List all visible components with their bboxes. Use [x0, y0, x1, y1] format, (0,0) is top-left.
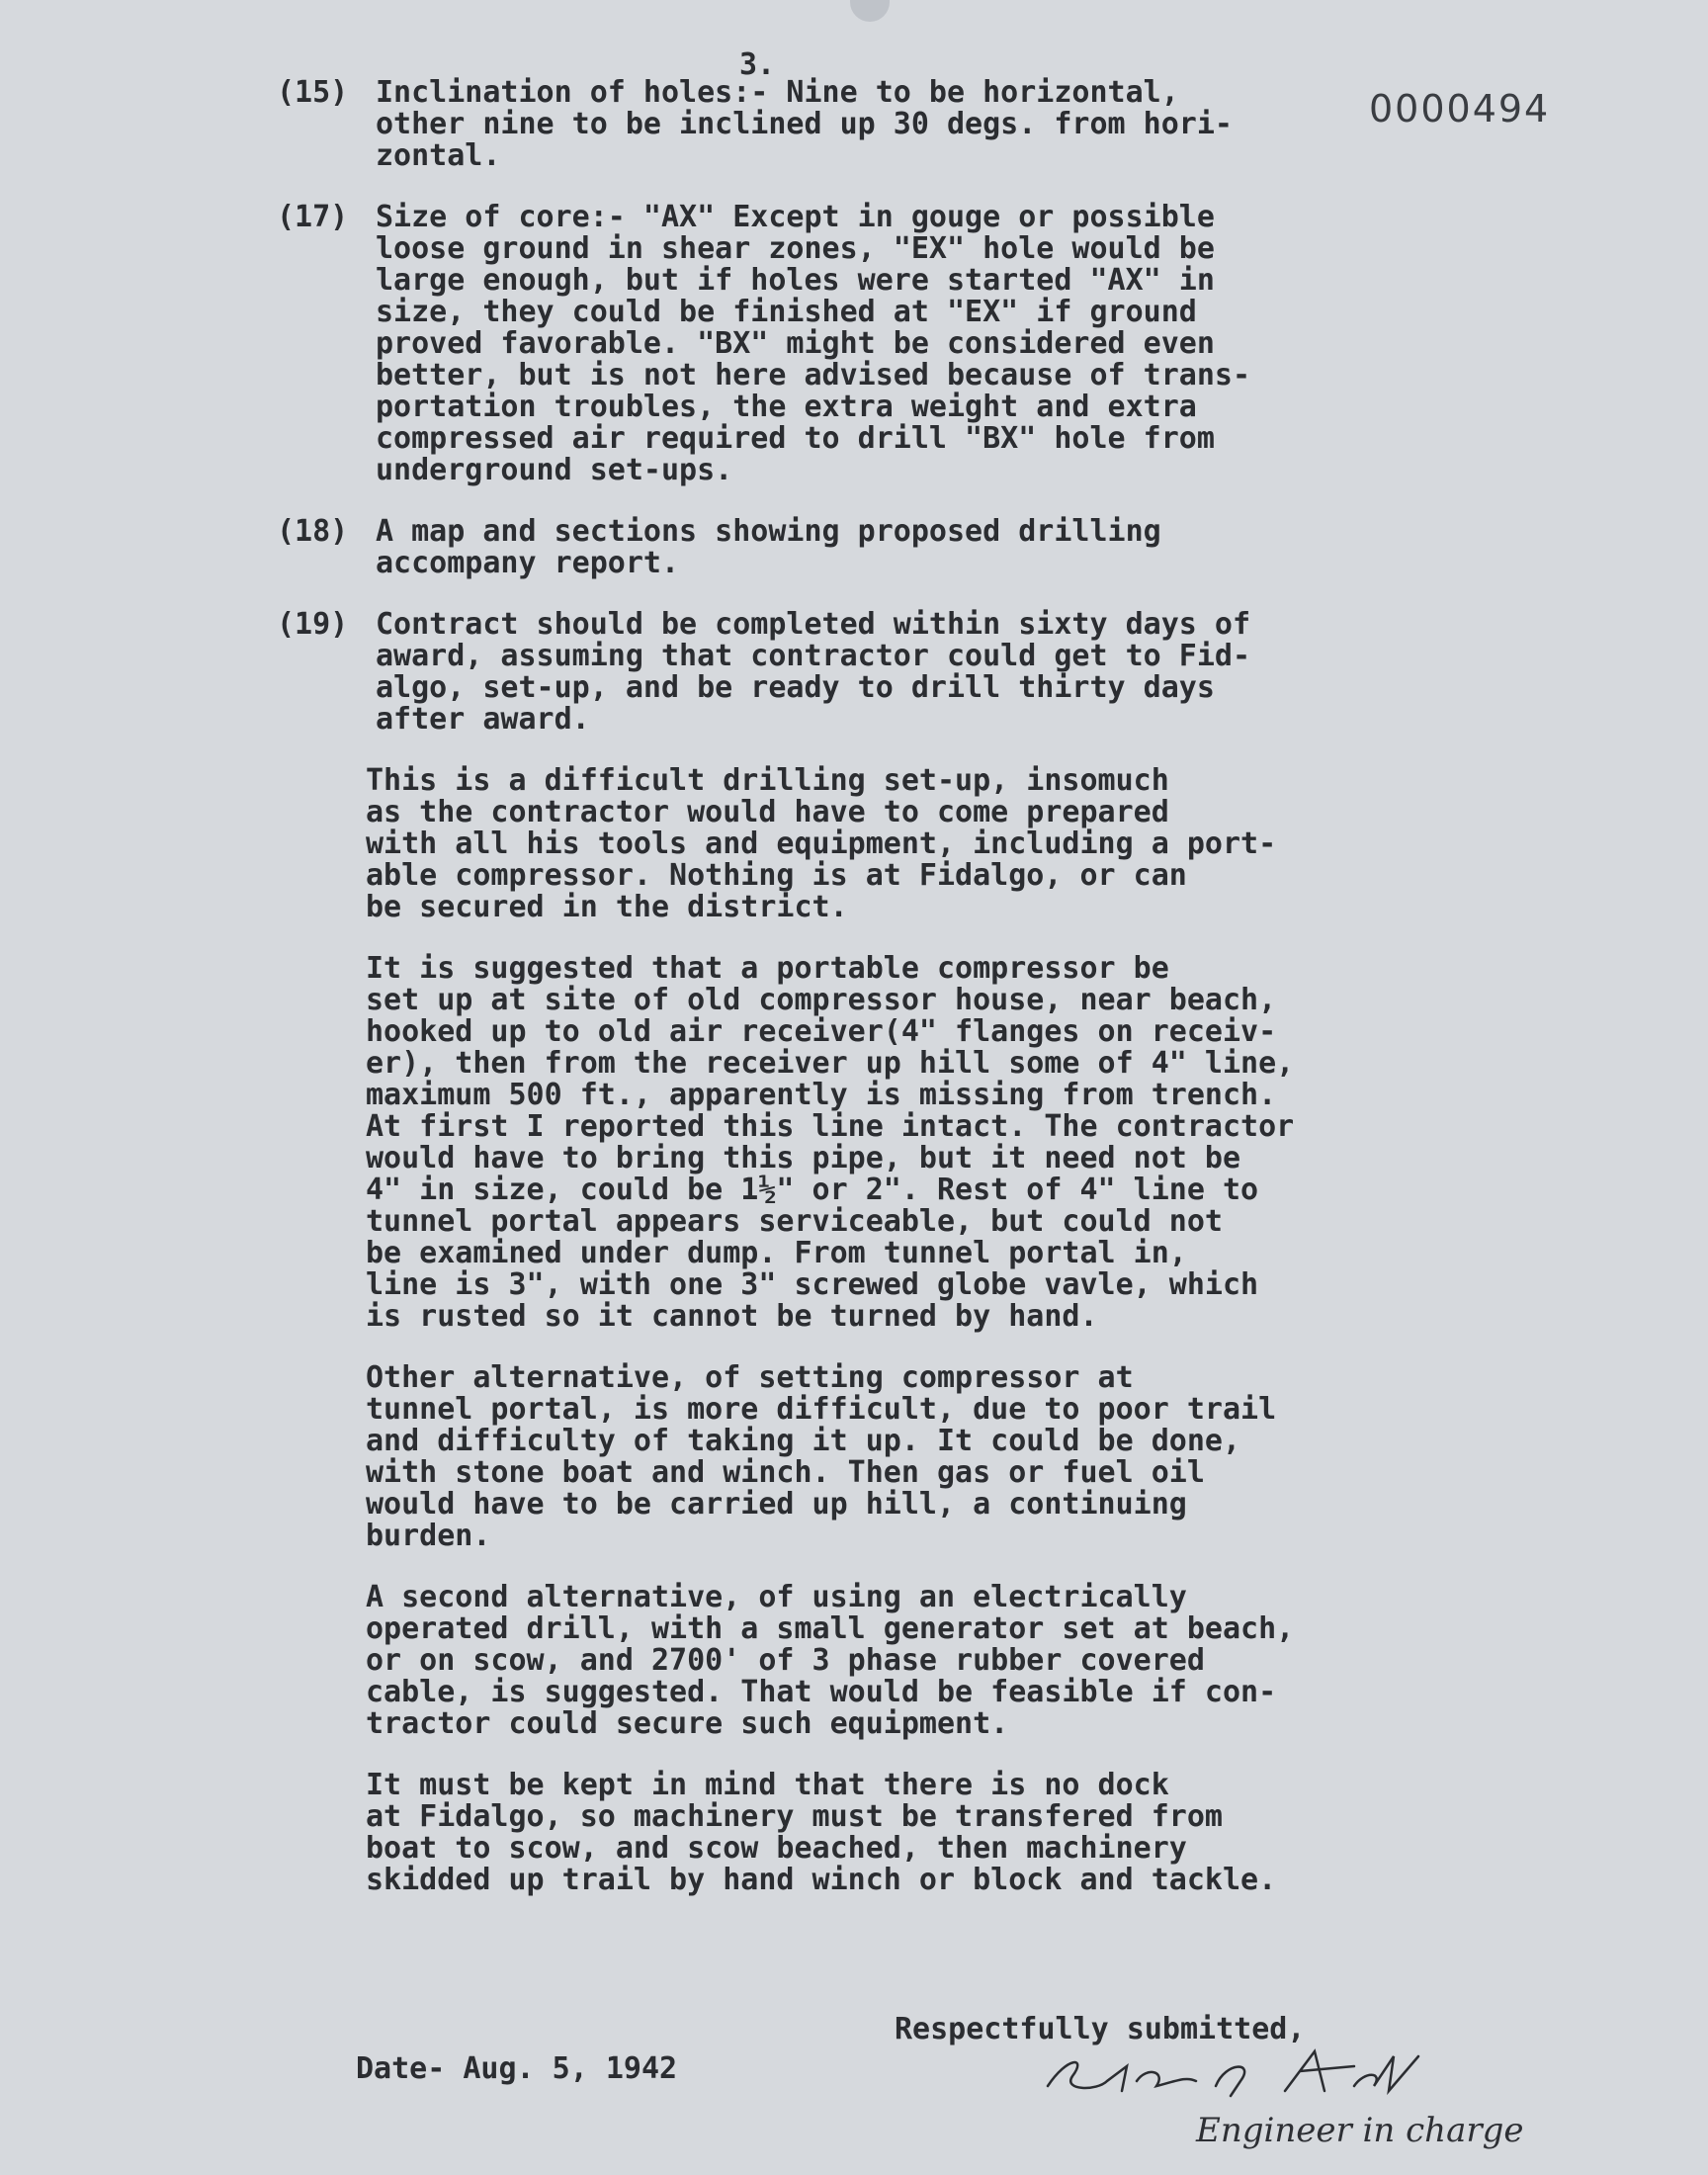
page-number: 3. [739, 47, 776, 82]
body-paragraph: A second alternative, of using an electrically operated drill, with a small generator set at beach, or on scow, and 2700' of 3 phase rubber covered cable, is suggested. That would be feasible if con- tractor could secure such equipment. [366, 1580, 1295, 1741]
document-id-stamp: 0000494 [1369, 87, 1551, 130]
body-paragraph: It must be kept in mind that there is no dock at Fidalgo, so machinery must be transfered from boat to scow, and scow beached, then machinery skidded up trail by hand winch or block and tackle. [366, 1768, 1277, 1897]
numbered-item [277, 516, 1404, 579]
numbered-item [277, 609, 1404, 736]
handwritten-signature [1028, 2037, 1473, 2106]
body-paragraph: This is a difficult drilling set-up, insomuch as the contractor would have to come prepared with all his tools and equipment, including a port- able compressor. Nothing is at Fidalgo, or can be secured in the district. [366, 763, 1277, 924]
body-paragraph: It is suggested that a portable compressor be set up at site of old compressor house, near beach, hooked up to old air receiver(4" flanges on receiv- er), then from the receiver up hill some of 4" line, maximum 500 ft., apparently is missing from trench. At first I reported this line intact. The contractor would have to bring this pipe, but it need not be 4" in size, could be 1½" or 2". Rest of 4" line to tunnel portal appears serviceable, but could not be examined under dump. From tunnel portal in, line is 3", with one 3" screwed globe vavle, which is rusted so it cannot be turned by hand. [366, 951, 1295, 1334]
item-number: (17) [277, 200, 349, 234]
document-date: Date- Aug. 5, 1942 [356, 2051, 678, 2086]
numbered-item [277, 77, 1404, 172]
item-text: A map and sections showing proposed drilling accompany report. [376, 514, 1161, 580]
signer-title: Engineer in charge [1196, 2111, 1524, 2150]
item-number: (19) [277, 607, 349, 642]
page-tear [850, 0, 890, 22]
item-number: (15) [277, 75, 349, 110]
closing-line: Respectfully submitted, [895, 2012, 1306, 2046]
signature-graphic [1028, 2037, 1473, 2106]
item-text: Contract should be completed within sixty days of award, assuming that contractor could get to Fid- algo, set-up, and be ready to drill thirty days after award. [376, 607, 1251, 737]
item-text: Size of core:- "AX" Except in gouge or possible loose ground in shear zones, "EX" hole would be large enough, but if holes were started "AX" in size, they could be finished at "EX" if ground proved favorable. "BX" might be considered even better, but is not here advised because of trans- portation troubles, the extra weight and extra compressed air required to drill "BX" hole from underground set-ups. [376, 200, 1251, 487]
body-paragraph: Other alternative, of setting compressor at tunnel portal, is more difficult, due to poor trail and difficulty of taking it up. It could be done, with stone boat and winch. Then gas or fuel oil would have to be carried up hill, a continuing burden. [366, 1360, 1277, 1553]
numbered-item [277, 202, 1404, 486]
item-text: Inclination of holes:- Nine to be horizontal, other nine to be inclined up 30 degs. from hori- zontal. [376, 75, 1233, 173]
item-number: (18) [277, 514, 349, 549]
document-body [277, 77, 1404, 1926]
